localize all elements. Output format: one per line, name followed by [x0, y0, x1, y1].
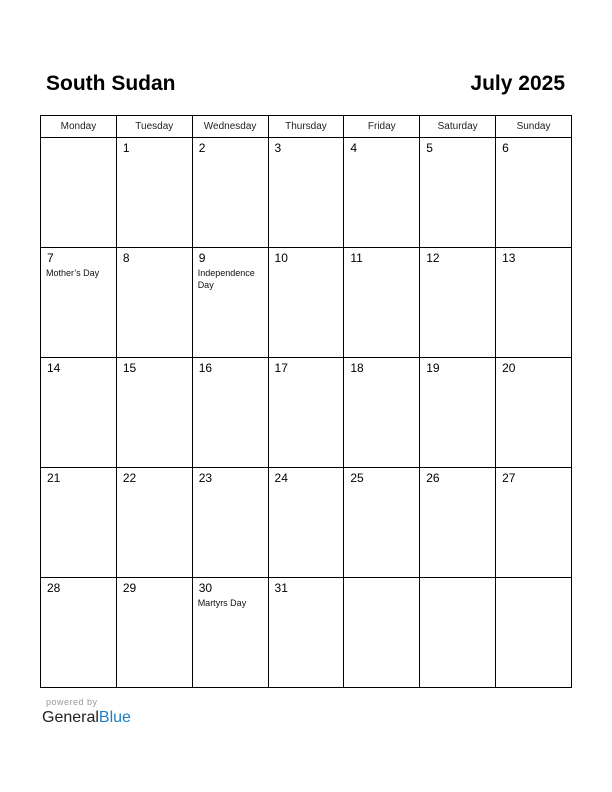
day-cell [116, 358, 192, 468]
week-row [41, 138, 572, 248]
day-cell [116, 578, 192, 688]
day-number: 7 [47, 251, 54, 265]
day-number: 17 [274, 361, 288, 375]
day-number: 22 [122, 471, 137, 485]
day-cell [496, 248, 572, 358]
week-row [41, 578, 572, 688]
day-number: 19 [426, 361, 440, 375]
weekday-header-row [41, 116, 572, 138]
day-cell [344, 358, 420, 468]
country-title: South Sudan [46, 72, 176, 95]
day-number: 14 [47, 361, 61, 375]
weekday-friday: Friday [344, 116, 420, 138]
day-cell [268, 138, 344, 248]
day-number: 8 [122, 251, 130, 265]
day-cell [268, 468, 344, 578]
day-cell [116, 138, 192, 248]
day-number: 3 [274, 141, 282, 155]
day-number: 20 [502, 361, 516, 375]
day-cell [344, 138, 420, 248]
day-cell [41, 138, 117, 248]
day-cell [268, 358, 344, 468]
powered-by-text: powered by [46, 697, 98, 707]
day-number: 18 [350, 361, 364, 375]
day-number: 5 [426, 141, 433, 155]
day-cell [420, 358, 496, 468]
weekday-tuesday: Tuesday [116, 116, 192, 138]
holiday-label: Independence Day [197, 268, 255, 290]
day-number: 23 [198, 471, 213, 485]
day-number: 29 [122, 581, 137, 595]
day-number: 15 [122, 361, 137, 375]
day-cell [116, 248, 192, 358]
day-number: 2 [198, 141, 206, 155]
month-title: July 2025 [470, 72, 565, 95]
calendar-grid [40, 115, 572, 688]
day-number: 12 [426, 251, 440, 265]
day-cell [420, 578, 496, 688]
day-number: 26 [426, 471, 440, 485]
day-cell [41, 578, 117, 688]
day-cell [268, 578, 344, 688]
day-number: 27 [502, 471, 516, 485]
day-cell [420, 248, 496, 358]
generalblue-logo [42, 709, 131, 727]
day-number: 13 [502, 251, 516, 265]
brand-blue: Blue [98, 709, 131, 726]
day-number: 31 [274, 581, 288, 595]
day-number: 25 [350, 471, 364, 485]
day-number: 6 [502, 141, 509, 155]
day-number: 10 [274, 251, 288, 265]
weekday-thursday: Thursday [268, 116, 344, 138]
week-row [41, 468, 572, 578]
day-cell [192, 358, 268, 468]
day-number: 9 [198, 251, 206, 265]
day-cell [192, 578, 268, 688]
day-cell [496, 358, 572, 468]
day-number: 11 [350, 251, 363, 265]
day-cell [420, 468, 496, 578]
day-number: 30 [198, 581, 213, 595]
day-cell [420, 138, 496, 248]
weekday-sunday: Sunday [496, 116, 572, 138]
day-number: 16 [198, 361, 213, 375]
weekday-wednesday: Wednesday [192, 116, 268, 138]
day-number: 21 [47, 471, 61, 485]
day-cell [496, 468, 572, 578]
day-number: 24 [274, 471, 288, 485]
day-cell [268, 248, 344, 358]
holiday-label: Martyrs Day [197, 598, 247, 608]
weekday-monday: Monday [41, 116, 117, 138]
day-cell [116, 468, 192, 578]
day-number: 28 [47, 581, 61, 595]
day-cell [41, 248, 117, 358]
holiday-label: Mother’s Day [46, 268, 100, 278]
day-cell [496, 138, 572, 248]
day-cell [192, 248, 268, 358]
day-cell [41, 358, 117, 468]
week-row [41, 358, 572, 468]
day-cell [344, 248, 420, 358]
day-cell [344, 578, 420, 688]
day-cell [192, 468, 268, 578]
day-cell [344, 468, 420, 578]
day-number: 1 [122, 141, 130, 155]
day-cell [496, 578, 572, 688]
week-row [41, 248, 572, 358]
brand-general: General [42, 709, 99, 726]
day-cell [41, 468, 117, 578]
weekday-saturday: Saturday [420, 116, 496, 138]
day-number: 4 [350, 141, 358, 155]
day-cell [192, 138, 268, 248]
